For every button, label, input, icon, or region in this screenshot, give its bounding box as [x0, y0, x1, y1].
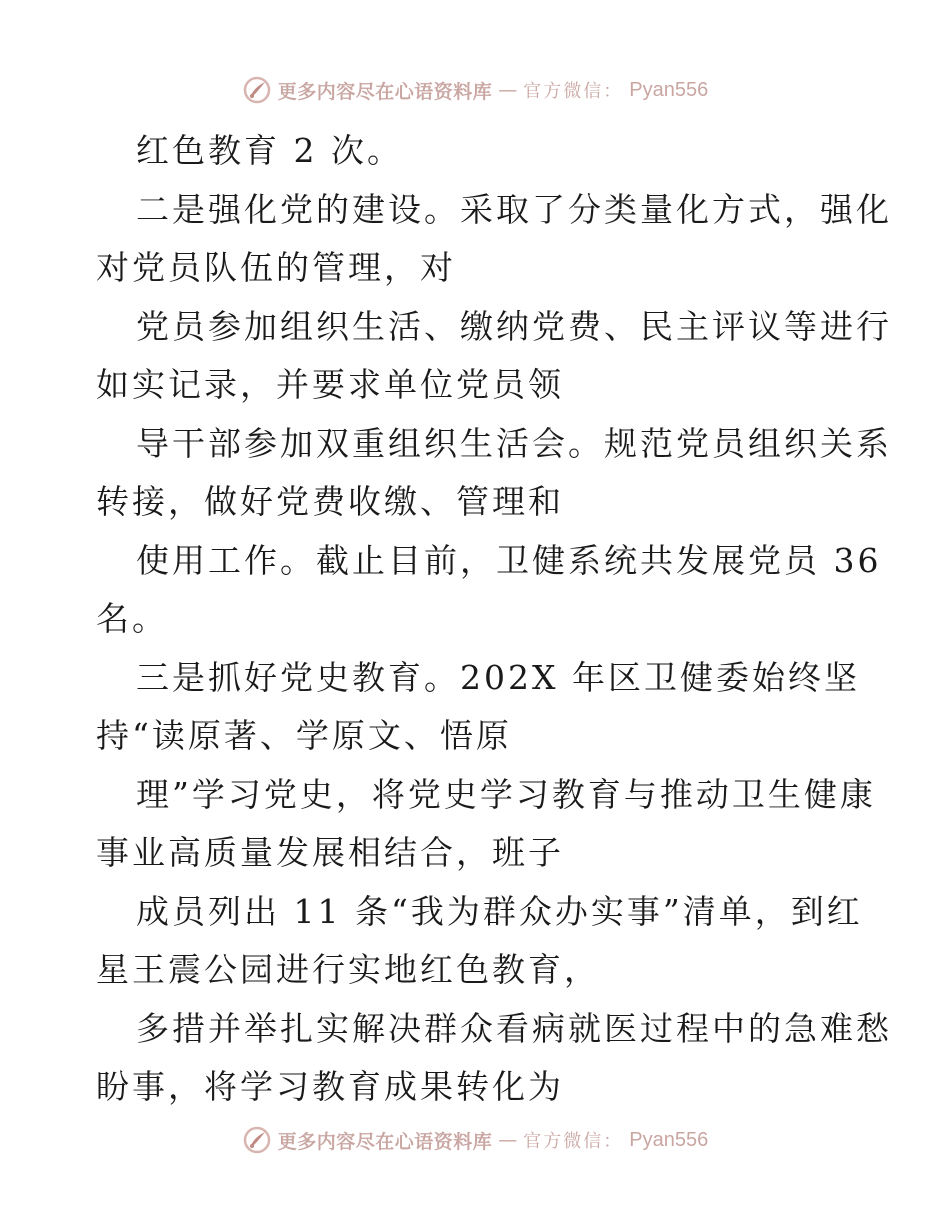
banner-official-text: 官方微信：: [523, 1131, 624, 1152]
banner-main-text: 更多内容尽在心语资料库: [277, 1130, 493, 1153]
brush-logo-icon: [242, 75, 272, 105]
body-line: 成员列出 11 条“我为群众办实事”清单，到红: [136, 891, 863, 931]
body-line: 使用工作。截止目前，卫健系统共发展党员 36: [136, 540, 882, 580]
body-line: 转接，做好党费收缴、管理和: [96, 482, 564, 521]
banner-dash: —: [498, 79, 518, 101]
body-line: 导干部参加双重组织生活会。规范党员组织关系: [136, 423, 892, 463]
body-line: 三是抓好党史教育。202X 年区卫健委始终坚: [136, 657, 860, 697]
body-line: 红色教育 2 次。: [136, 131, 403, 170]
footer-banner: [0, 1120, 950, 1160]
body-line: 名。: [96, 599, 168, 638]
body-line: 党员参加组织生活、缴纳党费、民主评议等进行: [136, 306, 892, 346]
body-line: 二是强化党的建设。采取了分类量化方式，强化: [136, 189, 892, 229]
body-line: 理”学习党史，将党史学习教育与推动卫生健康: [136, 774, 876, 814]
body-line: 如实记录，并要求单位党员领: [96, 365, 564, 404]
body-line: 对党员队伍的管理，对: [96, 248, 456, 287]
body-line: 持“读原著、学原文、悟原: [96, 716, 512, 755]
banner-official-text: 官方微信：: [523, 81, 624, 102]
header-banner: [0, 70, 950, 110]
body-line: 盼事，将学习教育成果转化为: [96, 1067, 564, 1106]
banner-main-text: 更多内容尽在心语资料库: [277, 80, 493, 103]
body-line: 事业高质量发展相结合，班子: [96, 833, 564, 872]
brush-logo-icon: [242, 1125, 272, 1155]
body-line: 多措并举扎实解决群众看病就医过程中的急难愁: [136, 1008, 892, 1048]
body-line: 星王震公园进行实地红色教育，: [96, 950, 600, 989]
banner-dash: —: [498, 1129, 518, 1151]
document-body: [96, 122, 892, 1117]
banner-wechat-id: Pyan556: [629, 1128, 709, 1151]
banner-wechat-id: Pyan556: [629, 78, 709, 101]
